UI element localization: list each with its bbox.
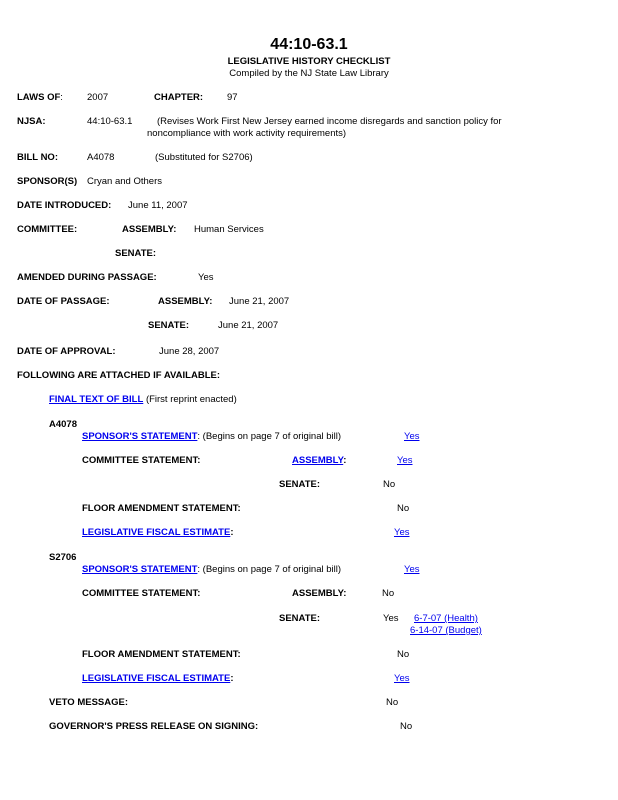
s2706-assembly-value: No	[382, 588, 395, 599]
a4078-sponsor-row	[82, 431, 341, 443]
chapter-value: 97	[227, 92, 238, 103]
laws-of-label: LAWS OF	[17, 92, 61, 103]
njsa-value: 44:10-63.1	[87, 116, 133, 127]
s2706-fiscal-value-link[interactable]: Yes	[394, 673, 410, 684]
approval-label: DATE OF APPROVAL:	[17, 346, 116, 357]
passage-assembly-label: ASSEMBLY:	[158, 296, 213, 307]
passage-senate-value: June 21, 2007	[218, 320, 279, 331]
s2706-fiscal-row	[82, 673, 233, 685]
statute-title: 44:10-63.1	[270, 36, 348, 53]
s2706-sponsor-link[interactable]: SPONSOR'S STATEMENT	[82, 564, 198, 575]
s2706-label: S2706	[49, 552, 77, 563]
bill-no-label: BILL NO:	[17, 152, 58, 163]
a4078-sponsor-value-link[interactable]: Yes	[404, 431, 420, 442]
s2706-floor-value: No	[397, 649, 410, 660]
a4078-fiscal-link[interactable]: LEGISLATIVE FISCAL ESTIMATE	[82, 527, 231, 538]
veto-value: No	[386, 697, 399, 708]
a4078-fiscal-row	[82, 527, 233, 539]
a4078-sponsor-link[interactable]: SPONSOR'S STATEMENT	[82, 431, 198, 442]
date-introduced-label: DATE INTRODUCED:	[17, 200, 112, 211]
a4078-assembly-row	[292, 455, 346, 467]
laws-of-colon: :	[60, 92, 63, 103]
s2706-sponsor-note: : (Begins on page 7 of original bill)	[197, 564, 342, 575]
a4078-assembly-link[interactable]: ASSEMBLY	[292, 455, 344, 466]
bill-no-value: A4078	[87, 152, 115, 163]
a4078-senate-label: SENATE:	[279, 479, 320, 490]
njsa-label: NJSA:	[17, 116, 46, 127]
s2706-senate-budget-link[interactable]: 6-14-07 (Budget)	[410, 625, 482, 636]
a4078-senate-value: No	[383, 479, 396, 490]
press-label: GOVERNOR'S PRESS RELEASE ON SIGNING:	[49, 721, 259, 732]
s2706-senate-health-link[interactable]: 6-7-07 (Health)	[414, 613, 478, 624]
amended-value: Yes	[198, 272, 214, 283]
compiled-by: Compiled by the NJ State Law Library	[229, 68, 389, 79]
committee-senate-label: SENATE:	[115, 248, 156, 259]
laws-of-value: 2007	[87, 92, 109, 103]
final-text-link[interactable]: FINAL TEXT OF BILL	[49, 394, 144, 405]
s2706-assembly-label: ASSEMBLY:	[292, 588, 347, 599]
s2706-senate-label: SENATE:	[279, 613, 320, 624]
chapter-label: CHAPTER:	[154, 92, 204, 103]
s2706-sponsor-value-link[interactable]: Yes	[404, 564, 420, 575]
a4078-floor-label: FLOOR AMENDMENT STATEMENT:	[82, 503, 241, 514]
press-value: No	[400, 721, 413, 732]
njsa-description-2: noncompliance with work activity requirements)	[147, 128, 347, 139]
a4078-assembly-colon: :	[343, 455, 347, 466]
committee-assembly-label: ASSEMBLY:	[122, 224, 177, 235]
njsa-description-1: (Revises Work First New Jersey earned income disregards and sanction policy for	[157, 116, 502, 127]
date-introduced-value: June 11, 2007	[128, 200, 188, 211]
bill-no-note: (Substituted for S2706)	[155, 152, 253, 163]
a4078-floor-value: No	[397, 503, 410, 514]
a4078-committee-label: COMMITTEE STATEMENT:	[82, 455, 201, 466]
s2706-fiscal-link[interactable]: LEGISLATIVE FISCAL ESTIMATE	[82, 673, 231, 684]
checklist-title: LEGISLATIVE HISTORY CHECKLIST	[227, 56, 391, 67]
a4078-label: A4078	[49, 419, 77, 430]
approval-value: June 28, 2007	[159, 346, 220, 357]
passage-label: DATE OF PASSAGE:	[17, 296, 110, 307]
s2706-committee-label: COMMITTEE STATEMENT:	[82, 588, 201, 599]
s2706-sponsor-row	[82, 564, 341, 576]
s2706-senate-value: Yes	[383, 613, 399, 624]
s2706-fiscal-colon: :	[230, 673, 234, 684]
laws-of-row	[17, 92, 63, 104]
sponsors-label: SPONSOR(S)	[17, 176, 78, 187]
a4078-sponsor-note: : (Begins on page 7 of original bill)	[197, 431, 342, 442]
committee-label: COMMITTEE:	[17, 224, 78, 235]
committee-assembly-value: Human Services	[194, 224, 264, 235]
passage-senate-label: SENATE:	[148, 320, 189, 331]
final-text-row	[49, 394, 237, 406]
a4078-fiscal-colon: :	[230, 527, 234, 538]
passage-assembly-value: June 21, 2007	[229, 296, 290, 307]
veto-label: VETO MESSAGE:	[49, 697, 129, 708]
attached-heading: FOLLOWING ARE ATTACHED IF AVAILABLE:	[17, 370, 220, 381]
sponsors-value: Cryan and Others	[87, 176, 162, 187]
a4078-fiscal-value-link[interactable]: Yes	[394, 527, 410, 538]
a4078-assembly-value-link[interactable]: Yes	[397, 455, 413, 466]
amended-label: AMENDED DURING PASSAGE:	[17, 272, 157, 283]
final-text-note: (First reprint enacted)	[145, 394, 237, 405]
s2706-floor-label: FLOOR AMENDMENT STATEMENT:	[82, 649, 241, 660]
